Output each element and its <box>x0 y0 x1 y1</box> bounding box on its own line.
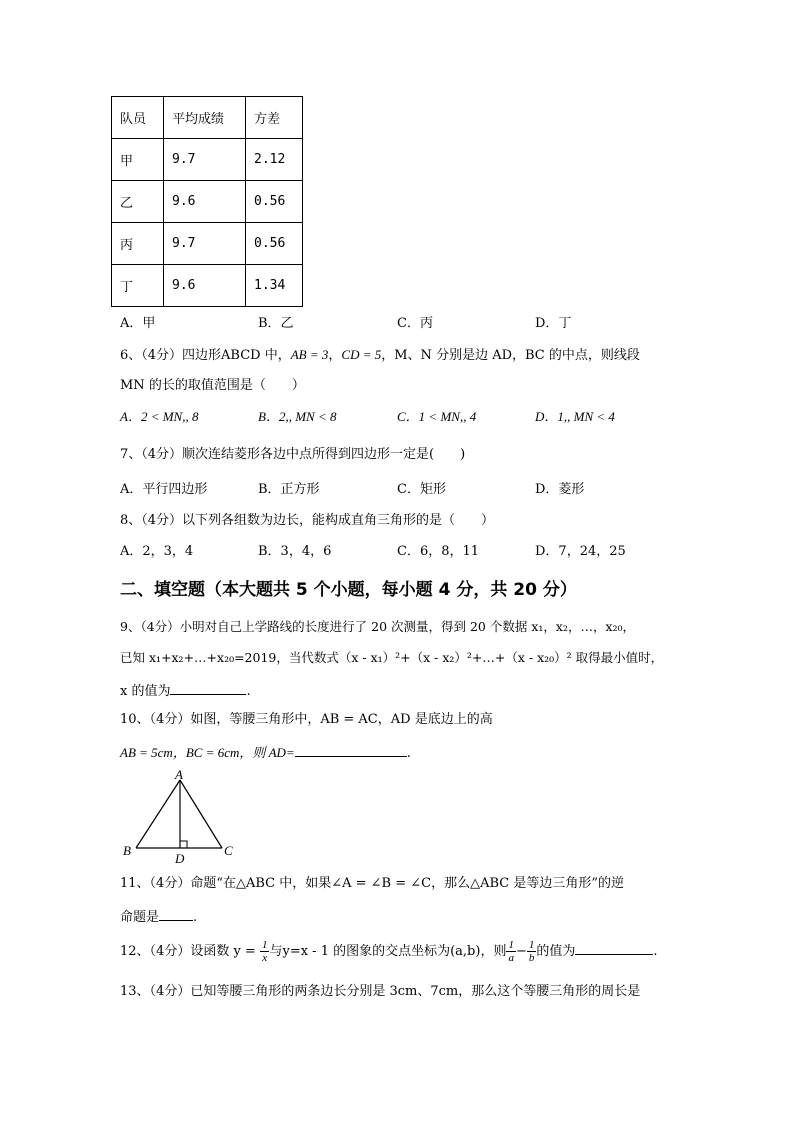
table-cell: 9.7 <box>164 223 246 265</box>
q6-option-c: C．1 < MN,, 4 <box>397 409 477 424</box>
frac-num: 1 <box>508 939 514 951</box>
q12-answer-blank[interactable] <box>575 940 653 955</box>
q11-text: 命题是 <box>120 910 160 925</box>
q8-option-c: C．6，8，11 <box>397 544 480 559</box>
q8-option-a: A．2，3，4 <box>120 544 194 559</box>
q9-line3: x 的值为 . <box>120 680 251 701</box>
q11-line1: 11、（4分）命题“在△ABC 中，如果∠A = ∠B = ∠C，那么△ABC 是等边三角形”的逆 <box>120 876 625 891</box>
q9-text: x 的值为 <box>120 684 171 699</box>
frac-den: b <box>528 952 535 964</box>
label-b: B <box>123 843 131 858</box>
q12-middle: 与y=x - 1 的图象的交点坐标为(a,b)，则 <box>269 944 507 959</box>
label-d: D <box>175 851 185 866</box>
minus-sign: − <box>515 944 527 959</box>
q13-text: 13、（4分）已知等腰三角形的两条边长分别是 3cm、7cm，那么这个等腰三角形的周长是 <box>120 984 641 999</box>
q10-line2: AB = 5cm，BC = 6cm，则 AD= . <box>120 742 411 763</box>
q10-line1: 10、（4分）如图，等腰三角形中，AB = AC，AD 是底边上的高 <box>120 712 493 727</box>
q7-option-d: D．菱形 <box>535 482 585 497</box>
q6-option-b: B．2,, MN < 8 <box>258 409 337 424</box>
q11-line2: 命题是 . <box>120 906 197 927</box>
q8-option-b: B．3，4，6 <box>258 544 332 559</box>
isosceles-triangle-figure <box>118 766 243 866</box>
q8-text: 8、（4分）以下列各组数为边长，能构成直角三角形的是（ ） <box>120 513 495 528</box>
side-ab <box>136 780 180 848</box>
q12-suffix: 的值为 <box>536 944 576 959</box>
table-header-row <box>112 97 303 139</box>
table-cell: 0.56 <box>246 223 303 265</box>
q7-option-a: A．平行四边形 <box>120 482 208 497</box>
table-cell: 丙 <box>112 223 164 265</box>
frac-num: 1 <box>261 939 268 951</box>
q5-option-b: B．乙 <box>258 316 294 331</box>
table-row <box>112 139 303 181</box>
table-cell: 甲 <box>112 139 164 181</box>
score-variance-table <box>111 96 303 307</box>
section-heading: 二、填空题（本大题共 5 个小题，每小题 4 分，共 20 分） <box>120 580 577 600</box>
table-cell: 9.7 <box>164 139 246 181</box>
table-cell: 2.12 <box>246 139 303 181</box>
table-cell: 1.34 <box>246 265 303 307</box>
table-row <box>112 265 303 307</box>
q12-prefix: 12、（4分）设函数 y = <box>120 944 256 959</box>
q6-option-d: D．1,, MN < 4 <box>535 409 615 424</box>
q6-suffix: ，M、N 分别是边 AD，BC 的中点，则线段 <box>381 348 640 363</box>
q6-prefix: 6、（4分）四边形ABCD 中， <box>120 348 291 363</box>
q6-option-a: A．2 < MN,, 8 <box>120 409 199 424</box>
q6-ab: AB = 3 <box>290 347 329 362</box>
table-row <box>112 223 303 265</box>
q6-line2: MN 的长的取值范围是（ ） <box>120 378 305 393</box>
q6-cd: CD = 5 <box>341 347 382 362</box>
frac-den: a <box>508 952 514 964</box>
right-angle-mark <box>180 841 187 848</box>
fraction-1-over-b <box>527 939 537 964</box>
q10-text: AB = 5cm，BC = 6cm，则 AD= <box>120 745 295 760</box>
q12-line: 12、（4分）设函数 y = $\frac{1}{x}$ 与y=x - 1 的图象的交点坐标为(a,b)，则 $\frac{1}{a}$ − $\frac{1}{b}$ 的值为 . <box>120 939 658 964</box>
q8-option-d: D．7，24，25 <box>535 544 626 559</box>
table-header-cell: 方差 <box>246 97 303 139</box>
side-ac <box>180 780 222 848</box>
frac-num: 1 <box>528 939 535 951</box>
table-header-cell: 平均成绩 <box>164 97 246 139</box>
table-header-cell: 队员 <box>112 97 164 139</box>
frac-den: x <box>262 952 268 964</box>
table-cell: 乙 <box>112 181 164 223</box>
q5-option-c: C．丙 <box>397 316 433 331</box>
q11-answer-blank[interactable] <box>159 906 193 921</box>
q5-option-d: D．丁 <box>535 316 572 331</box>
q9-answer-blank[interactable] <box>170 680 246 695</box>
q6-line1: 6、（4分）四边形ABCD 中，AB = 3，CD = 5，M、N 分别是边 AD，BC 的中点，则线段 <box>120 347 640 363</box>
fraction-1-over-a <box>506 939 516 964</box>
table-cell: 9.6 <box>164 181 246 223</box>
q7-option-c: C．矩形 <box>397 482 446 497</box>
label-c: C <box>224 843 233 858</box>
table-cell: 0.56 <box>246 181 303 223</box>
label-a: A <box>175 767 183 782</box>
table-cell: 9.6 <box>164 265 246 307</box>
q7-option-b: B．正方形 <box>258 482 320 497</box>
q7-text: 7、（4分）顺次连结菱形各边中点所得到四边形一定是( ) <box>120 447 466 462</box>
q9-line1: 9、（4分）小明对自己上学路线的长度进行了 20 次测量，得到 20 个数据 x₁，x₂，…，x₂₀， <box>120 619 636 634</box>
table-row <box>112 181 303 223</box>
table-cell: 丁 <box>112 265 164 307</box>
q10-answer-blank[interactable] <box>295 742 407 757</box>
q9-line2: 已知 x₁+x₂+…+x₂₀=2019，当代数式（x - x₁）²+（x - x₂）²+…+（x - x₂₀）² 取得最小值时， <box>120 650 664 665</box>
q5-option-a: A．甲 <box>120 316 156 331</box>
